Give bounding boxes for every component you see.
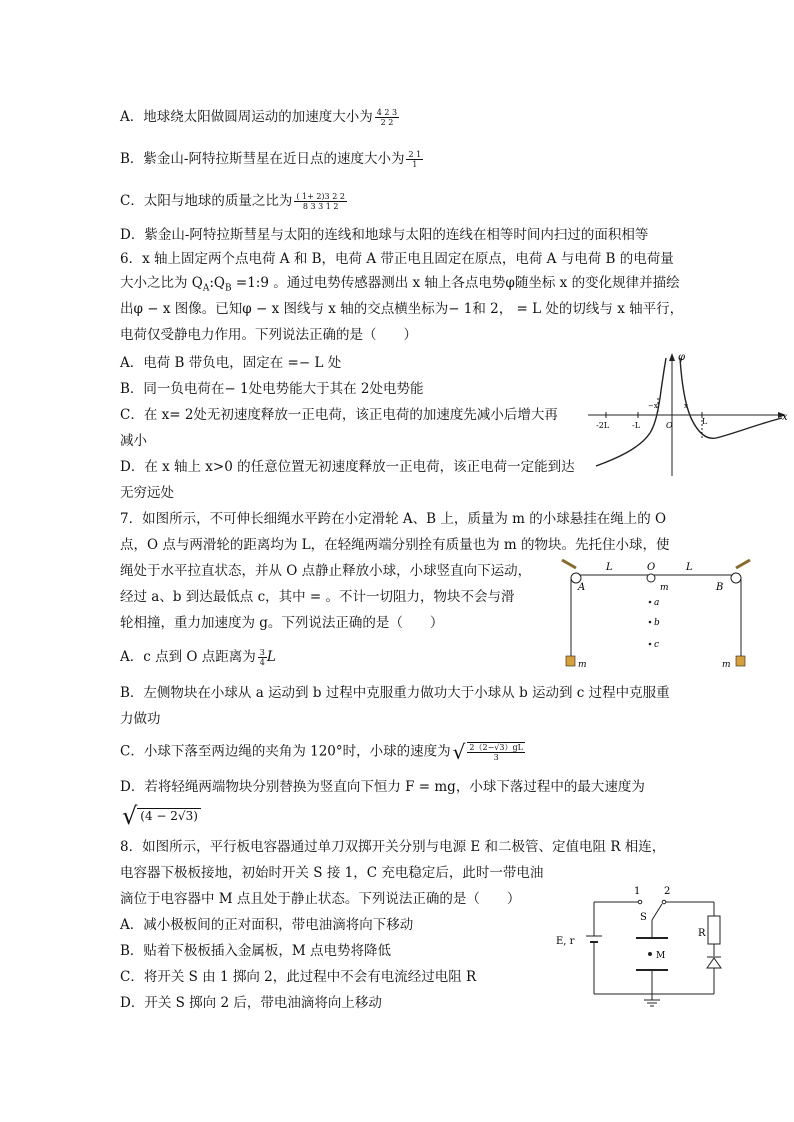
q7-option-d-value: √ (4 − 2√3)	[120, 806, 201, 825]
tick-neg-2L: -2L	[596, 421, 610, 430]
q6-option-d-line-1: D．在 x 轴上 x>0 的任意位置无初速度释放一正电荷，该正电荷一定能到达	[120, 459, 575, 475]
tick-x2: x	[684, 402, 688, 410]
label-L-right: L	[686, 562, 693, 573]
q8-line-3: 滴位于电容器中 M 点且处于静止状态。下列说法正确的是（ ）	[120, 891, 521, 907]
q7-option-a: A．c 点到 O 点距离为 $\frac{3}{4}$ L	[120, 648, 276, 667]
right-pulley-mount	[736, 560, 750, 568]
q5-option-d: D．紫金山-阿特拉斯彗星与太阳的连线和地球与太阳的连线在相等时间内扫过的面积相等	[120, 227, 649, 243]
q6-phi-x-graph	[588, 348, 788, 478]
q7-pulley-figure	[556, 558, 756, 674]
label-m-left: m	[578, 660, 587, 670]
q7-line-3: 绳处于水平拉直状态，并从 O 点静止释放小球，小球竖直向下运动，	[120, 563, 532, 579]
label-m-ball: m	[660, 583, 669, 593]
q8-circuit-diagram	[552, 882, 732, 1010]
q8-line-2: 电容器下极板接地，初始时开关 S 接 1，C 充电稳定后，此时一带电油	[120, 865, 544, 881]
tick-neg-x1: −x	[648, 402, 658, 410]
q6-option-b: B．同一负电荷在− 1处电势能大于其在 2处电势能	[120, 381, 424, 397]
q7-option-b-line-1: B．左侧物块在小球从 a 运动到 b 过程中克服重力做功大于小球从 b 运动到 c 过程中克服重	[120, 685, 670, 701]
ball-o	[647, 574, 655, 582]
q7-option-c: C．小球下落至两边绳的夹角为 120°时，小球的速度为 √ $\frac{2(2-√3)gL}{3}$	[120, 740, 523, 764]
switch-label: S	[640, 912, 647, 923]
q7-line-4: 经过 a、b 到达最低点 c，其中 = 。不计一切阻力，物块不会与滑	[120, 589, 515, 605]
q7-option-b-line-2: 力做功	[120, 711, 161, 727]
q6-line-3: 出φ − x 图像。已知φ − x 图线与 x 轴的交点横坐标为− 1和 2， = L 处的切线与 x 轴平行，	[120, 301, 684, 317]
label-a: a	[654, 598, 660, 608]
terminal-2	[662, 900, 666, 904]
q6-line-4: 电荷仅受静电力作用。下列说法正确的是（ ）	[120, 327, 417, 343]
q7-option-a-fraction: $\frac{3}{4}$	[259, 648, 265, 667]
resistor-R	[708, 916, 720, 944]
left-block	[566, 656, 575, 666]
terminal-2-label: 2	[664, 886, 671, 897]
origin-label: O	[666, 421, 673, 430]
terminal-1-label: 1	[634, 886, 641, 897]
source-label: E, r	[556, 936, 575, 947]
q8-option-b: B．贴着下极板插入金属板，M 点电势将降低	[120, 943, 392, 959]
q7-line-5: 轮相撞，重力加速度为 g。下列说法正确的是（ ）	[120, 615, 444, 631]
curve-right	[680, 358, 782, 438]
label-c: c	[654, 640, 660, 650]
q6-option-d-line-2: 无穷远处	[120, 485, 174, 501]
q5-option-b-fraction: $\frac{2 1}{1}$	[408, 150, 422, 169]
label-A: A	[578, 582, 586, 593]
tick-neg-L: -L	[632, 421, 641, 430]
resistor-label: R	[698, 928, 706, 939]
q7-option-c-fraction: $\frac{2(2-√3)gL}{3}$	[469, 743, 523, 762]
diode	[707, 958, 721, 968]
q7-line-2: 点，O 点与两滑轮的距离均为 L，在轻绳两端分别拴有质量也为 m 的物块。先托住小球，使	[120, 537, 670, 553]
label-O: O	[647, 562, 656, 573]
q5-option-a-fraction: $\frac{4 2 3}{2 2}$	[376, 108, 398, 127]
label-b: b	[654, 618, 660, 628]
q8-option-a: A．减小极板间的正对面积，带电油滴将向下移动	[120, 917, 414, 933]
terminal-1	[638, 900, 642, 904]
phi-axis-arrow	[669, 353, 675, 361]
q8-option-c: C．将开关 S 由 1 掷向 2，此过程中不会有电流经过电阻 R	[120, 969, 477, 985]
q5-option-c: C．太阳与地球的质量之比为 $\frac{( 1+ 2)3 2 2}{8 3 3 1 2}$	[120, 192, 345, 211]
oil-droplet	[648, 952, 652, 956]
q6-line-2: 大小之比为 $Q_A:Q_B$ =1:9 。通过电势传感器测出 x 轴上各点电势φ随坐标 x 的变化规律并描绘	[120, 275, 680, 294]
point-M-label: M	[656, 951, 666, 961]
q6-line-1: 6．x 轴上固定两个点电荷 A 和 B，电荷 A 带正电且固定在原点，电荷 A 与电荷 B 的电荷量	[120, 251, 674, 267]
q7-option-d: D．若将轻绳两端物块分别替换为竖直向下恒力 F = mg，小球下落过程中的最大速度为	[120, 779, 645, 795]
switch-blade	[652, 904, 662, 920]
phi-axis-label: φ	[678, 352, 686, 363]
q8-option-d: D．开关 S 掷向 2 后，带电油滴将向上移动	[120, 995, 382, 1011]
q5-option-b: B．紫金山-阿特拉斯彗星在近日点的速度大小为 $\frac{2 1}{1}$	[120, 150, 422, 169]
q8-line-1: 8．如图所示，平行板电容器通过单刀双掷开关分别与电源 E 和二极管、定值电阻 R 相连，	[120, 839, 666, 855]
q5-option-c-fraction: $\frac{( 1+ 2)3 2 2}{8 3 3 1 2}$	[296, 192, 345, 211]
tick-L: L	[702, 417, 708, 426]
label-B: B	[716, 582, 724, 593]
label-L-left: L	[606, 562, 613, 573]
q6-option-a: A．电荷 B 带负电，固定在 =− L 处	[120, 355, 342, 371]
x-axis-label: x	[782, 412, 788, 423]
left-pulley-mount	[562, 560, 576, 568]
q6-option-c-line-2: 减小	[120, 433, 147, 449]
right-block	[736, 656, 745, 666]
q5-option-a: A．地球绕太阳做圆周运动的加速度大小为 $\frac{4 2 3}{2 2}$	[120, 108, 398, 127]
pulley-b	[731, 573, 741, 583]
q6-option-c-line-1: C．在 x= 2处无初速度释放一正电荷，该正电荷的加速度先减小后增大再	[120, 407, 558, 423]
label-m-right: m	[722, 660, 731, 670]
q7-line-1: 7．如图所示，不可伸长细绳水平跨在小定滑轮 A、B 上，质量为 m 的小球悬挂在绳上的 O	[120, 511, 667, 527]
